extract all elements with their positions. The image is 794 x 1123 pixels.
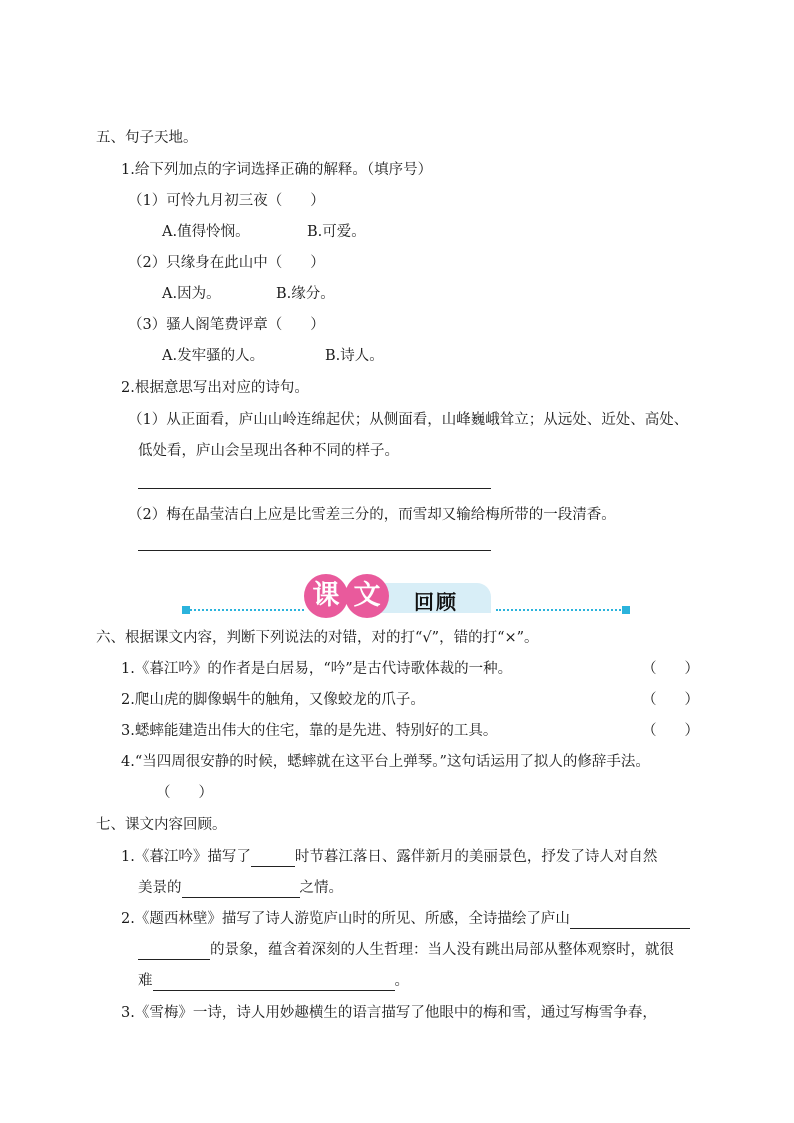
q1-item2-close: ） xyxy=(310,255,325,271)
s7-item1-text-b: 时节暮江落日、露伴新月的美丽景色，抒发了诗人对自然 xyxy=(294,849,658,865)
s7-item2-blank1-cont[interactable] xyxy=(138,944,210,960)
s7-item2-blank1[interactable] xyxy=(570,913,690,929)
banner-tab-text: 回顾 xyxy=(414,590,458,614)
q1-item1-text: （1）可怜九月初三夜（ xyxy=(128,193,283,209)
banner-right-square xyxy=(622,606,630,614)
section5-title: 五、句子天地。 xyxy=(96,130,198,146)
s7-item2-line1 xyxy=(121,909,690,929)
s7-item2-blank2[interactable] xyxy=(153,975,395,991)
s6-item4-answer[interactable] xyxy=(156,783,213,803)
q1-item3-option-b: B.诗人。 xyxy=(325,348,384,364)
banner-circle-1: 课 xyxy=(304,574,348,618)
s7-item2-text-d: 。 xyxy=(394,973,409,989)
s6-item4: 4.“当四周很安静的时候，蟋蟀就在这平台上弹琴。”这句话运用了拟人的修辞手法。 xyxy=(121,754,650,770)
q2-item1-line1: （1）从正面看，庐山山岭连绵起伏；从侧面看，山峰巍峨耸立；从远处、近处、高处、 xyxy=(128,412,689,428)
q1-item2-stem xyxy=(128,253,325,273)
s6-item3: 3.蟋蟀能建造出伟大的住宅，靠的是先进、特别好的工具。 xyxy=(121,723,498,739)
s7-item2-line3 xyxy=(138,971,409,991)
q2-item2-answer-line[interactable] xyxy=(138,550,491,551)
q1-item1-option-b: B.可爱。 xyxy=(307,224,366,240)
paren-close: ） xyxy=(684,692,699,708)
s7-item1-text-d: 之情。 xyxy=(299,880,343,896)
section7-title: 七、课文内容回顾。 xyxy=(96,817,227,833)
paren-close: ） xyxy=(684,661,699,677)
paren-close: ） xyxy=(684,723,699,739)
s6-item2: 2.爬山虎的脚像蜗牛的触角，又像蛟龙的爪子。 xyxy=(121,692,425,708)
s7-item3-line1: 3.《雪梅》一诗，诗人用妙趣横生的语言描写了他眼中的梅和雪，通过写梅雪争春， xyxy=(121,1005,657,1021)
q1-item2-option-a: A.因为。 xyxy=(162,286,221,302)
s6-item1-answer[interactable] xyxy=(642,659,699,679)
s7-item2-text-c: 难 xyxy=(138,973,153,989)
banner-right-dotted-line xyxy=(496,609,624,611)
s6-item1: 1.《暮江吟》的作者是白居易，“吟”是古代诗歌体裁的一种。 xyxy=(121,661,513,677)
q1-item3-close: ） xyxy=(310,317,325,333)
q1-item1-option-a: A.值得怜悯。 xyxy=(162,224,250,240)
section6-title: 六、根据课文内容，判断下列说法的对错，对的打“√”，错的打“×”。 xyxy=(96,630,539,646)
s7-item1-text-c: 美景的 xyxy=(138,880,182,896)
banner-circle-2: 文 xyxy=(345,574,389,618)
paren-open: （ xyxy=(642,661,657,677)
paren-open: （ xyxy=(642,692,657,708)
q2-item1-line2: 低处看，庐山会呈现出各种不同的样子。 xyxy=(138,443,399,459)
q1-item3-option-a: A.发牢骚的人。 xyxy=(162,348,265,364)
q1-item3-text: （3）骚人阁笔费评章（ xyxy=(128,317,283,333)
q1-item1-stem xyxy=(128,191,325,211)
s7-item1-line1 xyxy=(121,847,657,867)
paren-open: （ xyxy=(156,785,171,801)
paren-open: （ xyxy=(642,723,657,739)
s7-item2-text-a: 2.《题西林壁》描写了诗人游览庐山时的所见、所感，全诗描绘了庐山 xyxy=(121,911,570,927)
q2-item2: （2）梅在晶莹洁白上应是比雪差三分的，而雪却又输给梅所带的一段清香。 xyxy=(128,507,616,523)
banner-left-square xyxy=(182,606,190,614)
q2-prompt: 2.根据意思写出对应的诗句。 xyxy=(121,380,309,396)
banner-left-dotted-line xyxy=(186,609,304,611)
s7-item2-text-b: 的景象，蕴含着深刻的人生哲理：当人没有跳出局部从整体观察时，就很 xyxy=(210,942,674,958)
s7-item2-line2 xyxy=(138,940,674,960)
q1-item2-option-b: B.缘分。 xyxy=(276,286,335,302)
paren-close: ） xyxy=(198,785,213,801)
q1-item2-text: （2）只缘身在此山中（ xyxy=(128,255,283,271)
q1-item1-close: ） xyxy=(310,193,325,209)
s7-item1-text-a: 1.《暮江吟》描写了 xyxy=(121,849,251,865)
s6-item2-answer[interactable] xyxy=(642,690,699,710)
s6-item3-answer[interactable] xyxy=(642,721,699,741)
q2-item1-answer-line[interactable] xyxy=(138,488,491,489)
s7-item1-blank1[interactable] xyxy=(251,851,295,867)
q1-prompt: 1.给下列加点的字词选择正确的解释。（填序号） xyxy=(121,162,433,178)
s7-item1-line2 xyxy=(138,878,343,898)
q1-item3-stem xyxy=(128,315,325,335)
s7-item1-blank2[interactable] xyxy=(182,882,300,898)
